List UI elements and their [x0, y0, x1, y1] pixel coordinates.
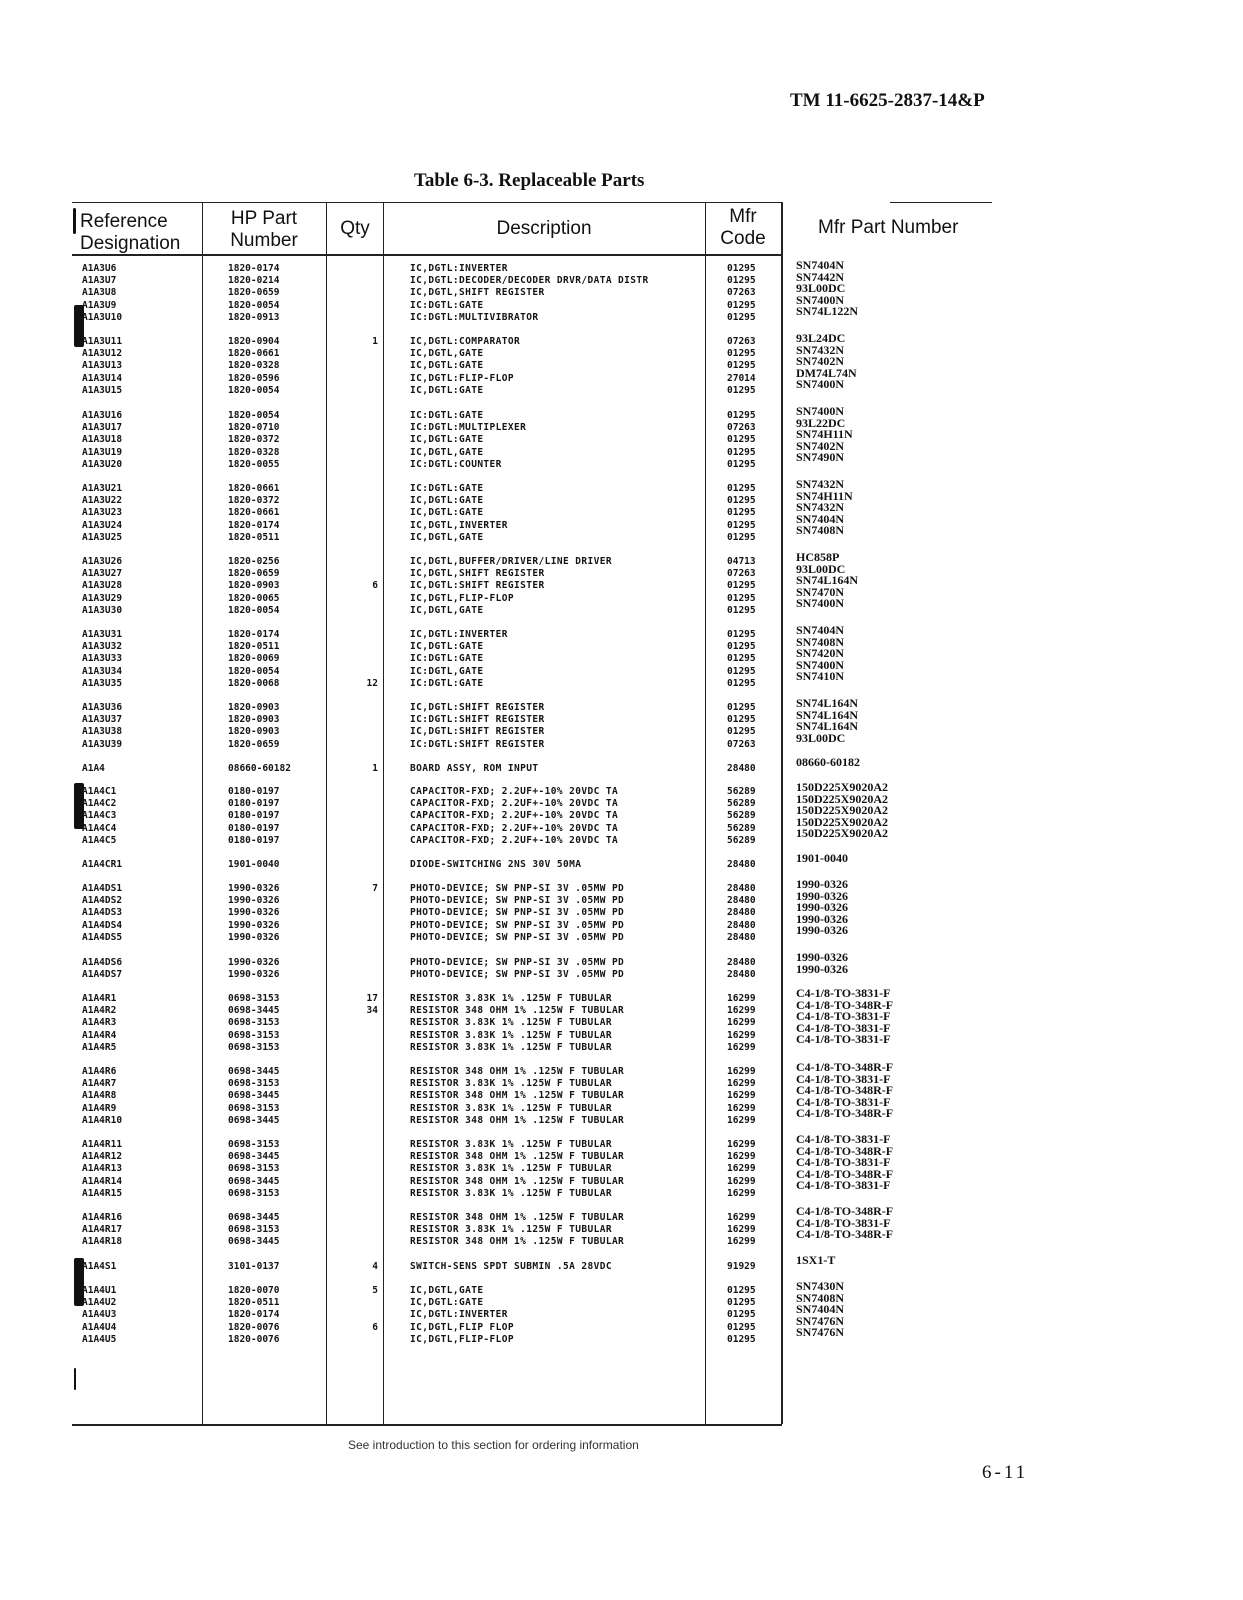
part-cells: 08660-60182	[228, 763, 291, 774]
part-cells: 1820-0174 1820-0214 1820-0659 1820-0054 1820-0913	[228, 263, 280, 323]
mpn-cells: 150D225X9020A2 150D225X9020A2 150D225X9020A2 150D225X9020A2 150D225X9020A2	[796, 780, 888, 840]
mfr-cells: 16299 16299 16299	[727, 1212, 756, 1248]
mpn-cells: 08660-60182	[796, 755, 860, 769]
ref-cells: A1A4DS1 A1A4DS2 A1A4DS3 A1A4DS4 A1A4DS5	[82, 883, 123, 943]
ref-cells: A1A3U26 A1A3U27 A1A3U28 A1A3U29 A1A3U30	[82, 556, 123, 616]
desc-cells: IC:DGTL:GATE IC,DGTL:GATE IC,DGTL:GATE IC,DGTL,INVERTER IC,DGTL,GATE	[410, 483, 508, 543]
table-bottom-rule	[72, 1424, 782, 1426]
mfr-cells: 01295 01295 07263 01295 01295	[727, 263, 756, 323]
header-mfr-code	[707, 206, 779, 250]
desc-cells: IC:DGTL:GATE IC:DGTL:MULTIPLEXER IC,DGTL:GATE IC,DGTL,GATE IC:DGTL:COUNTER	[410, 410, 527, 470]
part-cells: 1901-0040	[228, 859, 280, 870]
mfr-cells: 01295 07263 01295 01295 01295	[727, 410, 756, 470]
ref-cells: A1A3U6 A1A3U7 A1A3U8 A1A3U9 A1A3U10	[82, 263, 123, 323]
mfr-cells: 16299 16299 16299 16299 16299	[727, 993, 756, 1053]
desc-cells: RESISTOR 348 OHM 1% .125W F TUBULAR RESISTOR 3.83K 1% .125W F TUBULAR RESISTOR 348 OHM 1% .125W F TUBULAR RESISTOR 3.83K 1% .125W F TUBULAR RESISTOR 348 OHM 1% .125W F TUBULAR	[410, 1066, 625, 1126]
mpn-cells: C4-1/8-TO-348R-F C4-1/8-TO-3831-F C4-1/8-TO-348R-F C4-1/8-TO-3831-F C4-1/8-TO-348R-F	[796, 1060, 894, 1120]
mpn-cells: SN7404N SN7442N 93L00DC SN7400N SN74L122N	[796, 258, 859, 318]
ref-cells: A1A3U31 A1A3U32 A1A3U33 A1A3U34 A1A3U35	[82, 629, 123, 689]
mpn-cells: 1990-0326 1990-0326 1990-0326 1990-0326 1990-0326	[796, 877, 848, 937]
ref-cells: A1A4DS6 A1A4DS7	[82, 957, 123, 981]
mpn-cells: 1901-0040	[796, 851, 848, 865]
document-id: TM 11-6625-2837-14&P	[790, 90, 985, 111]
desc-cells: IC,DGTL:INVERTER IC,DGTL:GATE IC:DGTL:GATE IC:DGTL,GATE IC:DGTL:GATE	[410, 629, 508, 689]
header-part-line1: HP Part	[230, 208, 298, 229]
ref-cells: A1A4U1 A1A4U2 A1A4U3 A1A4U4 A1A4U5	[82, 1285, 117, 1345]
desc-cells: BOARD ASSY, ROM INPUT	[410, 763, 539, 774]
change-bar	[73, 208, 76, 234]
ref-cells: A1A3U11 A1A3U12 A1A3U13 A1A3U14 A1A3U15	[82, 336, 123, 396]
mfr-cells: 01295 01295 01295 01295 01295	[727, 483, 756, 543]
mpn-cells: 1990-0326 1990-0326	[796, 950, 848, 976]
desc-cells: RESISTOR 348 OHM 1% .125W F TUBULAR RESISTOR 3.83K 1% .125W F TUBULAR RESISTOR 348 OHM 1% .125W F TUBULAR	[410, 1212, 625, 1248]
mfr-cells: 16299 16299 16299 16299 16299	[727, 1066, 756, 1126]
part-cells: 0698-3445 0698-3153 0698-3445	[228, 1212, 280, 1248]
desc-cells: IC,DGTL:COMPARATOR IC,DGTL,GATE IC,DGTL:GATE IC,DGTL:FLIP-FLOP IC,DGTL:GATE	[410, 336, 521, 396]
mpn-top-rule	[890, 202, 992, 203]
qty-cells	[330, 786, 378, 835]
qty-cells: 5 6	[372, 1285, 378, 1333]
ref-cells: A1A3U36 A1A3U37 A1A3U38 A1A3U39	[82, 702, 123, 750]
desc-cells: CAPACITOR-FXD; 2.2UF+-10% 20VDC TA CAPACITOR-FXD; 2.2UF+-10% 20VDC TA CAPACITOR-FXD; 2.2UF+-10% 20VDC TA CAPACITOR-FXD; 2.2UF+-10% 20VDC TA CAPACITOR-FXD; 2.2UF+-10% 20VDC TA	[410, 786, 619, 846]
mpn-cells: C4-1/8-TO-3831-F C4-1/8-TO-348R-F C4-1/8-TO-3831-F C4-1/8-TO-3831-F C4-1/8-TO-3831-F	[796, 986, 894, 1046]
qty-cells	[330, 1212, 378, 1236]
ref-cells: A1A4C1 A1A4C2 A1A4C3 A1A4C4 A1A4C5	[82, 786, 117, 846]
mpn-cells: SN7430N SN7408N SN7404N SN7476N SN7476N	[796, 1279, 845, 1339]
ref-cells: A1A3U16 A1A3U17 A1A3U18 A1A3U19 A1A3U20	[82, 410, 123, 470]
desc-cells: SWITCH-SENS SPDT SUBMIN .5A 28VDC	[410, 1261, 612, 1272]
qty-cells	[330, 483, 378, 532]
qty-cells	[330, 702, 378, 739]
part-cells: 1820-0174 1820-0511 1820-0069 1820-0054 1820-0068	[228, 629, 280, 689]
part-cells: 0180-0197 0180-0197 0180-0197 0180-0197 0180-0197	[228, 786, 280, 846]
page-number: 6-11	[982, 1462, 1029, 1483]
qty-cells	[330, 410, 378, 459]
ref-cells: A1A4R11 A1A4R12 A1A4R13 A1A4R14 A1A4R15	[82, 1139, 123, 1199]
ref-cells: A1A4CR1	[82, 859, 123, 870]
desc-cells: IC,DGTL:INVERTER IC,DGTL:DECODER/DECODER DRVR/DATA DISTR IC,DGTL,SHIFT REGISTER IC:DGTL:GATE IC:DGTL:MULTIVIBRATOR	[410, 263, 649, 323]
desc-cells: IC,DGTL,BUFFER/DRIVER/LINE DRIVER IC,DGTL,SHIFT REGISTER IC,DGTL:SHIFT REGISTER IC,DGTL,FLIP-FLOP IC,DGTL,GATE	[410, 556, 612, 616]
mpn-cells: 1SX1-T	[796, 1253, 836, 1267]
table-title: Table 6-3. Replaceable Parts	[414, 170, 645, 191]
mpn-cells: SN74L164N SN74L164N SN74L164N 93L00DC	[796, 696, 859, 745]
qty-cells	[330, 1066, 378, 1115]
mpn-cells: C4-1/8-TO-3831-F C4-1/8-TO-348R-F C4-1/8-TO-3831-F C4-1/8-TO-348R-F C4-1/8-TO-3831-F	[796, 1132, 894, 1192]
col-divider-5	[781, 202, 783, 1424]
mfr-cells: 28480 28480	[727, 957, 756, 981]
header-part-line2: Number	[230, 230, 298, 251]
header-mfr-line2: Code	[720, 228, 766, 249]
mfr-cells: 56289 56289 56289 56289 56289	[727, 786, 756, 846]
header-mfr-part-number: Mfr Part Number	[818, 217, 959, 238]
qty-cells: 7	[372, 883, 378, 894]
ref-cells: A1A4R16 A1A4R17 A1A4R18	[82, 1212, 123, 1248]
ref-cells: A1A4	[82, 763, 105, 774]
desc-cells: RESISTOR 3.83K 1% .125W F TUBULAR RESISTOR 348 OHM 1% .125W F TUBULAR RESISTOR 3.83K 1% .125W F TUBULAR RESISTOR 348 OHM 1% .125W F TUBULAR RESISTOR 3.83K 1% .125W F TUBULAR	[410, 1139, 625, 1199]
qty-cells: 4	[372, 1261, 378, 1272]
header-description: Description	[496, 218, 592, 239]
qty-cells	[330, 1139, 378, 1188]
part-cells: 1820-0054 1820-0710 1820-0372 1820-0328 1820-0055	[228, 410, 280, 470]
qty-cells	[330, 957, 378, 969]
mfr-cells: 91929	[727, 1261, 756, 1272]
qty-cells: 6	[372, 580, 378, 592]
mpn-cells: SN7404N SN7408N SN7420N SN7400N SN7410N	[796, 623, 845, 683]
part-cells: 1820-0070 1820-0511 1820-0174 1820-0076 1820-0076	[228, 1285, 280, 1345]
mfr-cells: 28480 28480 28480 28480 28480	[727, 883, 756, 943]
part-cells: 1820-0256 1820-0659 1820-0903 1820-0065 1820-0054	[228, 556, 280, 616]
ordering-footnote: See introduction to this section for ordering information	[348, 1438, 639, 1452]
mfr-cells: 16299 16299 16299 16299 16299	[727, 1139, 756, 1199]
col-divider-3	[383, 202, 384, 1424]
qty-cells: 1	[372, 763, 378, 774]
qty-cells: 1	[372, 336, 378, 347]
mfr-cells: 07263 01295 01295 27014 01295	[727, 336, 756, 396]
part-cells: 1820-0904 1820-0661 1820-0328 1820-0596 1820-0054	[228, 336, 280, 396]
qty-cells	[330, 263, 378, 312]
ref-cells: A1A4S1	[82, 1261, 117, 1272]
header-qty: Qty	[340, 218, 370, 239]
col-divider-4	[705, 202, 706, 1424]
ref-cells: A1A4R1 A1A4R2 A1A4R3 A1A4R4 A1A4R5	[82, 993, 117, 1053]
desc-cells: PHOTO-DEVICE; SW PNP-SI 3V .05MW PD PHOTO-DEVICE; SW PNP-SI 3V .05MW PD PHOTO-DEVICE; SW PNP-SI 3V .05MW PD PHOTO-DEVICE; SW PNP-SI 3V .05MW PD PHOTO-DEVICE; SW PNP-SI 3V .05MW PD	[410, 883, 625, 943]
part-cells: 1990-0326 1990-0326 1990-0326 1990-0326 1990-0326	[228, 883, 280, 943]
mfr-cells: 01295 01295 01295 01295 01295	[727, 1285, 756, 1345]
qty-cells: 17 34	[366, 993, 378, 1017]
header-reference-line2: Designation	[80, 233, 181, 254]
part-cells: 1820-0661 1820-0372 1820-0661 1820-0174 1820-0511	[228, 483, 280, 543]
mpn-cells: C4-1/8-TO-348R-F C4-1/8-TO-3831-F C4-1/8-TO-348R-F	[796, 1204, 894, 1241]
desc-cells: RESISTOR 3.83K 1% .125W F TUBULAR RESISTOR 348 OHM 1% .125W F TUBULAR RESISTOR 3.83K 1% .125W F TUBULAR RESISTOR 3.83K 1% .125W F TUBULAR RESISTOR 3.83K 1% .125W F TUBULAR	[410, 993, 625, 1053]
part-cells: 1990-0326 1990-0326	[228, 957, 280, 981]
desc-cells: DIODE-SWITCHING 2NS 30V 50MA	[410, 859, 582, 870]
desc-cells: IC,DGTL,GATE IC,DGTL:GATE IC,DGTL:INVERTER IC,DGTL,FLIP FLOP IC,DGTL,FLIP-FLOP	[410, 1285, 515, 1345]
col-divider-1	[202, 202, 203, 1424]
desc-cells: PHOTO-DEVICE; SW PNP-SI 3V .05MW PD PHOTO-DEVICE; SW PNP-SI 3V .05MW PD	[410, 957, 625, 981]
part-cells: 3101-0137	[228, 1261, 280, 1272]
header-mfr-line1: Mfr	[729, 206, 757, 227]
mpn-cells: HC858P 93L00DC SN74L164N SN7470N SN7400N	[796, 550, 859, 610]
header-reference	[80, 211, 180, 255]
part-cells: 0698-3153 0698-3445 0698-3153 0698-3445 0698-3153	[228, 1139, 280, 1199]
mpn-cells: SN7400N 93L22DC SN74H11N SN7402N SN7490N	[796, 404, 853, 464]
mfr-cells: 04713 07263 01295 01295 01295	[727, 556, 756, 616]
mfr-cells: 01295 01295 01295 01295 01295	[727, 629, 756, 689]
part-cells: 0698-3153 0698-3445 0698-3153 0698-3153 0698-3153	[228, 993, 280, 1053]
mpn-cells: SN7432N SN74H11N SN7432N SN7404N SN7408N	[796, 477, 853, 537]
qty-cells: 12	[366, 677, 378, 689]
mpn-cells: 93L24DC SN7432N SN7402N DM74L74N SN7400N	[796, 331, 857, 391]
ref-cells: A1A3U21 A1A3U22 A1A3U23 A1A3U24 A1A3U25	[82, 483, 123, 543]
col-divider-2	[326, 202, 327, 1424]
desc-cells: IC,DGTL:SHIFT REGISTER IC:DGTL:SHIFT REGISTER IC,DGTL:SHIFT REGISTER IC:DGTL:SHIFT REGISTER	[410, 702, 545, 750]
part-cells: 0698-3445 0698-3153 0698-3445 0698-3153 0698-3445	[228, 1066, 280, 1126]
change-bar	[74, 1368, 76, 1390]
mfr-cells: 01295 01295 01295 07263	[727, 702, 756, 750]
mfr-cells: 28480	[727, 859, 756, 870]
header-part-number	[204, 208, 324, 252]
table-top-rule	[72, 202, 782, 203]
mfr-cells: 28480	[727, 763, 756, 774]
header-reference-line1: Reference	[80, 211, 168, 232]
ref-cells: A1A4R6 A1A4R7 A1A4R8 A1A4R9 A1A4R10	[82, 1066, 123, 1126]
part-cells: 1820-0903 1820-0903 1820-0903 1820-0659	[228, 702, 280, 750]
